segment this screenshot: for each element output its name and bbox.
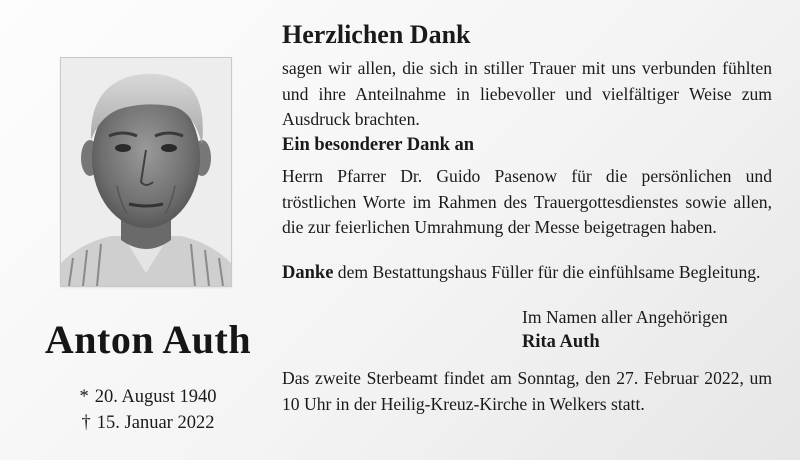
portrait-illustration xyxy=(61,58,231,286)
requiem-notice: Das zweite Sterbeamt findet am Sonntag, den 27. Februar 2022, um 10 Uhr in der Heilig-Kreuz-Kirche in Welkers statt. xyxy=(282,368,772,414)
death-cross-symbol: † xyxy=(81,413,91,433)
special-thanks-text: Herrn Pfarrer Dr. Guido Pasenow für die persönlichen und tröstlichen Worte im Rahmen des Trauergottesdienstes sowie allen, die zur feierlichen Umrahmung der Messe beigetragen haben. xyxy=(282,166,772,237)
obituary-left-column xyxy=(0,0,275,460)
danke-word: Danke xyxy=(282,263,334,283)
birth-date: 20. August 1940 xyxy=(94,387,217,407)
thanks-heading: Herzlichen Dank xyxy=(282,20,471,49)
special-thanks-heading: Ein besonderer Dank an xyxy=(282,135,475,155)
portrait-photo xyxy=(60,57,232,287)
thanks-intro-text: sagen wir allen, die sich in stiller Trauer mit uns verbunden fühlten und ihre Anteilnahme in liebevoller und vielfältiger Weise zum Ausdruck brachten. xyxy=(282,58,772,129)
death-date: 15. Januar 2022 xyxy=(96,413,215,433)
deceased-name: Anton Auth xyxy=(44,317,252,362)
funeral-home-thanks xyxy=(282,260,772,287)
birth-symbol: * xyxy=(79,387,89,407)
death-date-line xyxy=(0,413,296,434)
on-behalf-line: Im Namen aller Angehörigen xyxy=(522,307,728,327)
funeral-home-text: dem Bestattungshaus Füller für die einfühlsame Begleitung. xyxy=(333,262,761,282)
birth-date-line xyxy=(0,387,296,408)
signer-name: Rita Auth xyxy=(522,332,600,352)
